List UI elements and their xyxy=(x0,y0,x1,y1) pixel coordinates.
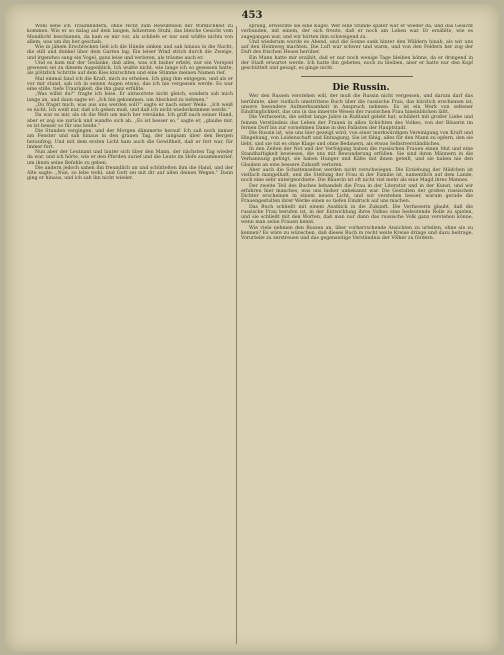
paragraph: Und es kam mir der Gedanke, daß alles, was ich bisher erlebt, nur ein Vorspiel gewesen sei zu diesem Augenblick. Ich wußte nicht, wie lange ich so gesessen hatte, als plötzlich Schritte auf dem Kies knirschten und eine Stimme meinen Namen rief. xyxy=(27,60,233,77)
paragraph: In den Zeiten der Not und der Verfolgung haben die russischen Frauen einen Mut und eine Standhaftigkeit bewiesen, die uns mit Bewunderung erfüllen. Sie sind ihren Männern in die Verbannung gefolgt, sie haben Hunger und Kälte mit ihnen geteilt, und sie haben nie den Glauben an eine bessere Zukunft verloren. xyxy=(241,146,473,168)
paragraph: Mal einmal fand ich die Kraft, mich zu erheben. Ich ging ihm entgegen, und als er vor mir stand, sah ich in seinen Augen etwas, das ich nie vergessen werde. Es war eine stille, tiefe Traurigkeit, die ihn ganz erfüllte. xyxy=(27,76,233,92)
paragraph: Ein Mann hatte mir erzählt, daß er nur noch wenige Tage bleiben könne, da er dringend in der Stadt erwartet werde. Ich hatte ihn gebeten, noch zu bleiben, aber er hatte nur den Kopf geschüttelt und gesagt, es ginge nicht. xyxy=(241,55,473,71)
paragraph: „Was willst du?“ fragte ich leise. Er antwortete nicht gleich, sondern sah mich lange an, und dann sagte er: „Ich bin gekommen, um Abschied zu nehmen.“ xyxy=(27,92,233,103)
paragraph: Wer den Russen verstehen will, der muß die Russin nicht vergessen, und darum darf das berühmte, aber vielfach umstrittene Buch über die russische Frau, das kürzlich erschienen ist, unsere besondere Aufmerksamkeit in Anspruch nehmen. Es ist ein Werk von seltener Eindringlichkeit, das uns in das innerste Wesen der russischen Frau hineinblicken läßt. xyxy=(241,94,473,115)
column-divider xyxy=(236,26,237,644)
paragraph: Wohl sehe ich Traumbildern, ohne recht zum Bewußtsein der Wirklichkeit zu kommen. Wie er so dalag auf dem langen, hölzernen Stuhl, das bleiche Gesicht vom Mondlicht beschienen, da kam es mir vor, als schliefe er nur und wüßte nichts von allem, was um ihn her geschah. xyxy=(27,24,233,45)
paragraph: Und wiederum wurde es Abend, und die Sonne sank hinter den Wäldern hinab, als wir uns auf den Heimweg machten. Die Luft war schwer und warm, und von den Feldern her zog der Duft des frischen Heues herüber. xyxy=(241,39,473,56)
paragraph: Wie in jähem Erschrecken ließ ich die Hände sinken und sah hinaus in die Nacht, die still und dunkel über dem Garten lag. Ein leiser Wind strich durch die Zweige, und irgendwo sang ein Vogel, ganz leise und verloren, als träume auch er. xyxy=(27,45,233,61)
paragraph: Die andern jedoch sahen ihn freundlich an und schüttelten ihm die Hand, und der Alte sagte: „Nun, so lebe wohl, und Gott sei mit dir auf allen deinen Wegen.“ Dann ging er hinaus, und ich sah ihn nicht wieder. xyxy=(27,165,233,182)
paragraph: Die Verfasserin, die selbst lange Jahre in Rußland gelebt hat, schildert mit großer Liebe und feinem Verständnis das Leben der Frauen in allen Schichten des Volkes, von der Bäuerin im fernen Dorf bis zur vornehmen Dame in den Palästen der Hauptstadt. xyxy=(241,115,473,131)
paragraph: Da war es mir, als ob die Welt um mich her versänke. Ich griff nach seiner Hand, aber er zog sie zurück und wandte sich ab. „Es ist besser so,“ sagte er, „glaube mir, es ist besser so für uns beide.“ xyxy=(27,113,233,129)
paragraph: Die Stunden vergingen, und der Morgen dämmerte herauf. Ich saß noch immer am Fenster und sah hinaus in den grauen Tag, der langsam über den Bergen heraufzog. Und mit dem ersten Licht kam auch die Gewißheit, daß er fort war, für immer fort. xyxy=(27,129,233,150)
page-number: 453 xyxy=(241,10,263,21)
paragraph: Wie viele nehmen den Russen an, über vorherrschende Ansichten zu urteilen, ohne sie zu kennen? Es wäre zu wünschen, daß dieses Buch in recht weite Kreise dringe und dazu beitrage, Vorurteile zu zerstreuen und das gegenseitige Verständnis der Völker zu fördern. xyxy=(241,225,473,241)
paragraph: „Du fragst mich, was aus uns werden soll?“ sagte er nach einer Weile. „Ich weiß es nicht. Ich weiß nur, daß ich gehen muß, und daß ich nicht wiederkommen werde.“ xyxy=(27,102,233,113)
newspaper-page xyxy=(5,4,499,652)
paragraph: sprang, erwischte sie eine Kugel. Wer eine Stunde später war er wieder da, und das Gesicht verbunden, mit einem, der sich freute, daß er noch am Leben war. Er erzählte, wie es zugegangen war, und wir hörten ihm schweigend zu. xyxy=(241,24,473,40)
right-column xyxy=(241,24,473,646)
left-column xyxy=(27,24,233,646)
paragraph: Nun aber der Leutnant und lauter sich über den Mann, der nächsten Tag wieder da war, und ich hörte, wie er den Pferden zurief und die Leute im Hofe zusammenrief, um ihnen seine Befehle zu geben. xyxy=(27,150,233,166)
article-heading: Die Russin. xyxy=(332,83,390,94)
paragraph: Aber auch die Schattenseiten werden nicht verschwiegen. Die Erziehung der Mädchen ist vielfach mangelhaft, und die Stellung der Frau in der Familie ist, namentlich auf dem Lande, noch eine sehr untergeordnete. Die Bäuerin ist oft nicht viel mehr als eine Magd ihres Mannes. xyxy=(241,167,473,184)
paragraph: Das Buch schließt mit einem Ausblick in die Zukunft. Die Verfasserin glaubt, daß die russische Frau berufen ist, in der Entwicklung ihres Volkes eine bedeutende Rolle zu spielen, und sie schließt mit den Worten, daß man nur dann das russische Volk ganz verstehen könne, wenn man seine Frauen kennt. xyxy=(241,204,473,226)
paragraph: Die Russin ist, wie uns hier gezeigt wird, von einer merkwürdigen Vereinigung von Kraft und Hingebung, von Leidenschaft und Entsagung. Sie ist fähig, alles für den Mann zu opfern, den sie liebt, und sie tut es ohne Klage und ohne Bedauern, als etwas Selbstverständliches. xyxy=(241,131,473,147)
section-separator xyxy=(301,76,413,77)
paragraph: Der zweite Teil des Buches behandelt die Frau in der Literatur und in der Kunst, und wir erfahren hier manches, was uns bisher unbekannt war. Die Gestalten der großen russischen Dichter erscheinen in einem neuen Licht, und wir verstehen besser, warum gerade die Frauengestalten ihrer Werke einen so tiefen Eindruck auf uns machen. xyxy=(241,183,473,205)
